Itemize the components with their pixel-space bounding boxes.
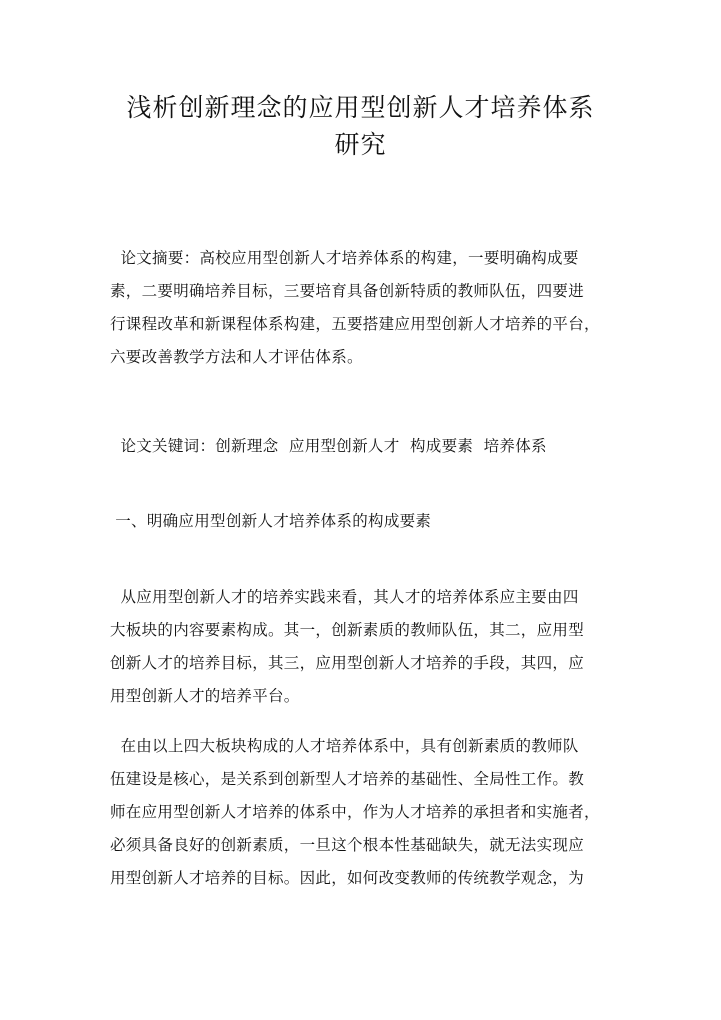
text-line: 从应用型创新人才的培养实践来看，其人才的培养体系应主要由四 (110, 588, 579, 606)
keywords-line (110, 430, 622, 463)
text-line: 用型创新人才的培养平台。 (110, 687, 300, 705)
text-line: 创新人才的培养目标，其三，应用型创新人才培养的手段，其四，应 (110, 654, 585, 672)
abstract-paragraph (110, 242, 622, 374)
text-line: 论文关键词：创新理念 应用型创新人才 构成要素 培养体系 (110, 437, 547, 455)
text-line: 行课程改革和新课程体系构建，五要搭建应用型创新人才培养的平台， (110, 315, 600, 333)
text-line: 素，二要明确培养目标，三要培育具备创新特质的教师队伍，四要进 (110, 282, 585, 300)
title-line: 浅析创新理念的应用型创新人才培养体系 (126, 93, 595, 122)
document-title (0, 89, 721, 163)
text-line: 大板块的内容要素构成。其一，创新素质的教师队伍，其二，应用型 (110, 621, 585, 639)
text-line: 六要改善教学方法和人才评估体系。 (110, 348, 363, 366)
text-line: 必须具备良好的创新素质，一旦这个根本性基础缺失，就无法实现应 (110, 836, 585, 854)
heading-text: 一、明确应用型创新人才培养体系的构成要素 (110, 512, 432, 530)
body-paragraph-2 (110, 730, 622, 895)
text-line: 伍建设是核心，是关系到创新型人才培养的基础性、全局性工作。教 (110, 770, 585, 788)
section-heading (110, 505, 622, 538)
title-line: 研究 (334, 130, 387, 159)
text-line: 师在应用型创新人才培养的体系中，作为人才培养的承担者和实施者， (110, 803, 600, 821)
text-line: 用型创新人才培养的目标。因此，如何改变教师的传统教学观念，为 (110, 869, 585, 887)
text-line: 在由以上四大板块构成的人才培养体系中，具有创新素质的教师队 (110, 737, 579, 755)
text-line: 论文摘要：高校应用型创新人才培养体系的构建，一要明确构成要 (110, 249, 579, 267)
body-paragraph-1 (110, 581, 622, 713)
